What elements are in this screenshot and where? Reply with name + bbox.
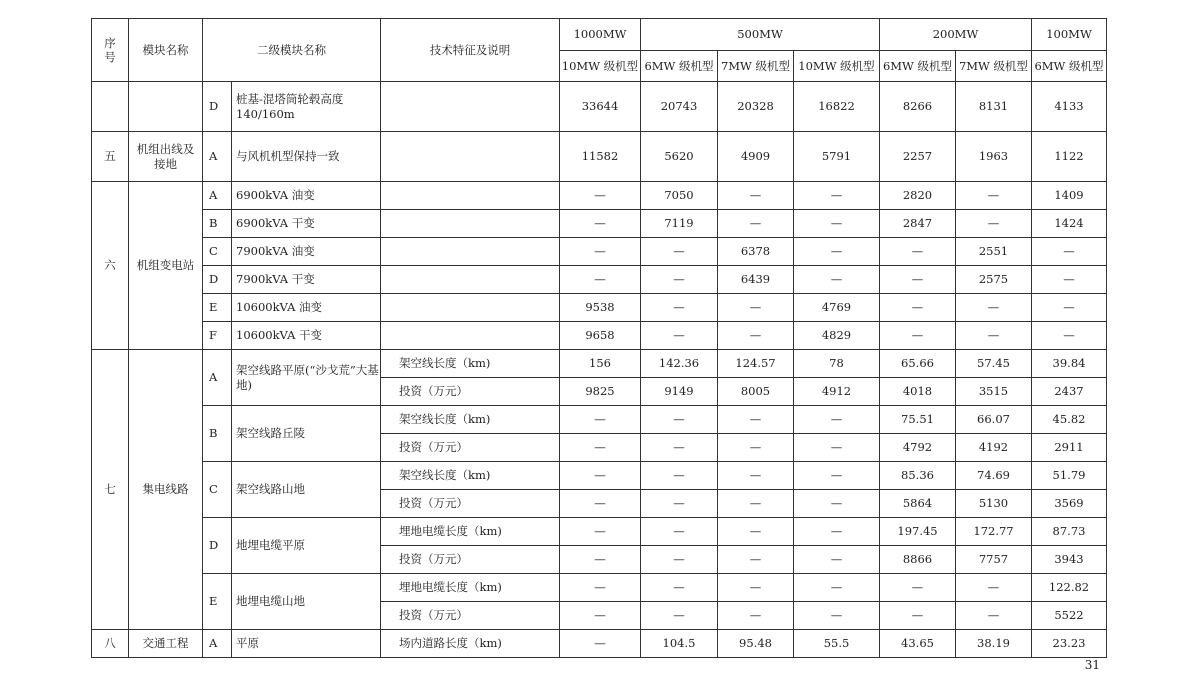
value-cell: —: [718, 210, 794, 238]
sub-name: 桩基-混塔筒轮毂高度 140/160m: [232, 82, 381, 132]
table-row: [92, 350, 1107, 378]
header-module: 模块名称: [129, 19, 203, 82]
sub-name: 6900kVA 干变: [232, 210, 381, 238]
value-cell: 5620: [641, 132, 718, 182]
sub-name: 架空线路平原(“沙戈荒”大基地): [232, 350, 381, 406]
value-cell: —: [560, 574, 641, 602]
value-cell: 20328: [718, 82, 794, 132]
value-cell: 4792: [880, 434, 956, 462]
value-cell: 2575: [956, 266, 1032, 294]
sub-letter: E: [203, 294, 232, 322]
value-cell: 20743: [641, 82, 718, 132]
value-cell: 4829: [794, 322, 880, 350]
page-number: 31: [1084, 658, 1100, 672]
value-cell: 85.36: [880, 462, 956, 490]
tech-detail: 埋地电缆长度（km): [381, 574, 560, 602]
value-cell: 3943: [1032, 546, 1107, 574]
value-cell: 2551: [956, 238, 1032, 266]
value-cell: —: [560, 490, 641, 518]
value-cell: 156: [560, 350, 641, 378]
header-model: 6MW 级机型: [1032, 51, 1107, 82]
tech-cell: [381, 210, 560, 238]
value-cell: —: [794, 546, 880, 574]
value-cell: —: [1032, 266, 1107, 294]
value-cell: —: [794, 518, 880, 546]
value-cell: —: [880, 322, 956, 350]
value-cell: —: [560, 462, 641, 490]
header-tech: 技术特征及说明: [381, 19, 560, 82]
module-cell: 机组出线及接地: [129, 132, 203, 182]
value-cell: —: [794, 238, 880, 266]
value-cell: —: [880, 266, 956, 294]
sub-name: 架空线路丘陵: [232, 406, 381, 462]
header-sub-module: 二级模块名称: [203, 19, 381, 82]
value-cell: 1963: [956, 132, 1032, 182]
header-model: 6MW 级机型: [641, 51, 718, 82]
value-cell: 95.48: [718, 630, 794, 658]
value-cell: 5864: [880, 490, 956, 518]
sub-letter: D: [203, 82, 232, 132]
table-row: [92, 238, 1107, 266]
value-cell: —: [560, 182, 641, 210]
value-cell: —: [641, 602, 718, 630]
value-cell: 78: [794, 350, 880, 378]
value-cell: —: [560, 602, 641, 630]
value-cell: 7757: [956, 546, 1032, 574]
table-row: [92, 132, 1107, 182]
sub-letter: D: [203, 266, 232, 294]
sub-letter: C: [203, 462, 232, 518]
value-cell: 5522: [1032, 602, 1107, 630]
value-cell: —: [880, 574, 956, 602]
value-cell: 2847: [880, 210, 956, 238]
value-cell: 2911: [1032, 434, 1107, 462]
value-cell: 1122: [1032, 132, 1107, 182]
value-cell: —: [794, 490, 880, 518]
value-cell: 11582: [560, 132, 641, 182]
sub-name: 平原: [232, 630, 381, 658]
value-cell: 7050: [641, 182, 718, 210]
sub-letter: A: [203, 630, 232, 658]
tech-detail: 投资（万元）: [381, 546, 560, 574]
seq-cell: 七: [92, 350, 129, 630]
value-cell: —: [718, 322, 794, 350]
value-cell: —: [560, 238, 641, 266]
value-cell: —: [718, 462, 794, 490]
value-cell: 122.82: [1032, 574, 1107, 602]
tech-detail: 投资（万元）: [381, 602, 560, 630]
value-cell: —: [718, 434, 794, 462]
value-cell: —: [794, 210, 880, 238]
value-cell: —: [718, 602, 794, 630]
value-cell: —: [560, 434, 641, 462]
value-cell: —: [641, 238, 718, 266]
value-cell: 2437: [1032, 378, 1107, 406]
header-group: 1000MW: [560, 19, 641, 51]
value-cell: 4192: [956, 434, 1032, 462]
tech-cell: [381, 294, 560, 322]
value-cell: 7119: [641, 210, 718, 238]
sub-letter: A: [203, 132, 232, 182]
tech-detail: 投资（万元）: [381, 378, 560, 406]
tech-detail: 架空线长度（km): [381, 462, 560, 490]
value-cell: 3569: [1032, 490, 1107, 518]
seq-cell: 五: [92, 132, 129, 182]
sub-letter: F: [203, 322, 232, 350]
value-cell: —: [794, 602, 880, 630]
value-cell: 45.82: [1032, 406, 1107, 434]
value-cell: —: [718, 406, 794, 434]
value-cell: —: [794, 182, 880, 210]
value-cell: 74.69: [956, 462, 1032, 490]
value-cell: —: [880, 602, 956, 630]
value-cell: —: [1032, 294, 1107, 322]
tech-detail: 架空线长度（km): [381, 406, 560, 434]
value-cell: 51.79: [1032, 462, 1107, 490]
value-cell: —: [1032, 238, 1107, 266]
value-cell: 6439: [718, 266, 794, 294]
value-cell: —: [1032, 322, 1107, 350]
sub-letter: A: [203, 350, 232, 406]
value-cell: 5130: [956, 490, 1032, 518]
value-cell: —: [880, 294, 956, 322]
table-row: [92, 462, 1107, 490]
value-cell: 33644: [560, 82, 641, 132]
value-cell: —: [794, 434, 880, 462]
sub-letter: C: [203, 238, 232, 266]
value-cell: 9658: [560, 322, 641, 350]
tech-cell: [381, 82, 560, 132]
value-cell: 9538: [560, 294, 641, 322]
tech-cell: [381, 182, 560, 210]
sub-letter: A: [203, 182, 232, 210]
value-cell: 124.57: [718, 350, 794, 378]
value-cell: —: [956, 322, 1032, 350]
value-cell: —: [794, 462, 880, 490]
value-cell: 23.23: [1032, 630, 1107, 658]
sub-name: 架空线路山地: [232, 462, 381, 518]
value-cell: 8266: [880, 82, 956, 132]
tech-cell: [381, 266, 560, 294]
sub-name: 6900kVA 油变: [232, 182, 381, 210]
value-cell: —: [956, 574, 1032, 602]
table-row: [92, 630, 1107, 658]
header-model: 7MW 级机型: [956, 51, 1032, 82]
table-row: [92, 406, 1107, 434]
value-cell: —: [641, 266, 718, 294]
value-cell: 172.77: [956, 518, 1032, 546]
value-cell: 8005: [718, 378, 794, 406]
value-cell: —: [794, 574, 880, 602]
value-cell: 1424: [1032, 210, 1107, 238]
value-cell: —: [641, 490, 718, 518]
value-cell: 6378: [718, 238, 794, 266]
module-cell: 机组变电站: [129, 182, 203, 350]
tech-cell: [381, 238, 560, 266]
value-cell: —: [560, 546, 641, 574]
value-cell: 197.45: [880, 518, 956, 546]
value-cell: —: [956, 182, 1032, 210]
value-cell: —: [641, 518, 718, 546]
module-cell: 交通工程: [129, 630, 203, 658]
data-table: [91, 18, 1107, 658]
value-cell: —: [560, 518, 641, 546]
header-model: 10MW 级机型: [794, 51, 880, 82]
table-header-row: [92, 19, 1107, 51]
value-cell: —: [560, 406, 641, 434]
value-cell: 4769: [794, 294, 880, 322]
header-model: 7MW 级机型: [718, 51, 794, 82]
value-cell: 2820: [880, 182, 956, 210]
header-seq: 序号: [92, 19, 129, 82]
sub-letter: E: [203, 574, 232, 630]
value-cell: —: [718, 294, 794, 322]
table-row: [92, 574, 1107, 602]
table-row: [92, 182, 1107, 210]
value-cell: —: [560, 210, 641, 238]
tech-cell: [381, 322, 560, 350]
value-cell: 9825: [560, 378, 641, 406]
sub-name: 地埋电缆平原: [232, 518, 381, 574]
sub-letter: B: [203, 210, 232, 238]
seq-cell: [92, 82, 129, 132]
value-cell: —: [794, 266, 880, 294]
sub-name: 7900kVA 油变: [232, 238, 381, 266]
value-cell: —: [560, 630, 641, 658]
tech-detail: 场内道路长度（km): [381, 630, 560, 658]
value-cell: 142.36: [641, 350, 718, 378]
table-row: [92, 266, 1107, 294]
value-cell: 8131: [956, 82, 1032, 132]
value-cell: 75.51: [880, 406, 956, 434]
value-cell: 65.66: [880, 350, 956, 378]
value-cell: 4018: [880, 378, 956, 406]
sub-letter: D: [203, 518, 232, 574]
seq-cell: 六: [92, 182, 129, 350]
table-row: [92, 82, 1107, 132]
value-cell: 9149: [641, 378, 718, 406]
tech-detail: 埋地电缆长度（km): [381, 518, 560, 546]
tech-cell: [381, 132, 560, 182]
value-cell: 4912: [794, 378, 880, 406]
header-group: 500MW: [641, 19, 880, 51]
value-cell: —: [718, 546, 794, 574]
value-cell: —: [880, 238, 956, 266]
tech-detail: 投资（万元）: [381, 434, 560, 462]
value-cell: —: [641, 434, 718, 462]
value-cell: 4133: [1032, 82, 1107, 132]
value-cell: 87.73: [1032, 518, 1107, 546]
value-cell: —: [641, 322, 718, 350]
table-row: [92, 322, 1107, 350]
value-cell: 39.84: [1032, 350, 1107, 378]
value-cell: —: [641, 462, 718, 490]
module-cell: [129, 82, 203, 132]
table-row: [92, 518, 1107, 546]
header-model: 10MW 级机型: [560, 51, 641, 82]
value-cell: 66.07: [956, 406, 1032, 434]
table-row: [92, 294, 1107, 322]
value-cell: —: [718, 182, 794, 210]
sub-letter: B: [203, 406, 232, 462]
tech-detail: 投资（万元）: [381, 490, 560, 518]
header-model: 6MW 级机型: [880, 51, 956, 82]
module-cell: 集电线路: [129, 350, 203, 630]
value-cell: —: [956, 602, 1032, 630]
value-cell: —: [956, 210, 1032, 238]
value-cell: —: [794, 406, 880, 434]
value-cell: 43.65: [880, 630, 956, 658]
value-cell: —: [641, 294, 718, 322]
sub-name: 10600kVA 干变: [232, 322, 381, 350]
table-row: [92, 210, 1107, 238]
value-cell: 1409: [1032, 182, 1107, 210]
value-cell: 38.19: [956, 630, 1032, 658]
value-cell: 2257: [880, 132, 956, 182]
value-cell: —: [718, 574, 794, 602]
value-cell: —: [641, 546, 718, 574]
header-group: 200MW: [880, 19, 1032, 51]
value-cell: 104.5: [641, 630, 718, 658]
value-cell: —: [641, 574, 718, 602]
seq-cell: 八: [92, 630, 129, 658]
value-cell: —: [641, 406, 718, 434]
tech-detail: 架空线长度（km): [381, 350, 560, 378]
sub-name: 10600kVA 油变: [232, 294, 381, 322]
value-cell: 8866: [880, 546, 956, 574]
sub-name: 与风机机型保持一致: [232, 132, 381, 182]
value-cell: 3515: [956, 378, 1032, 406]
sub-name: 地埋电缆山地: [232, 574, 381, 630]
value-cell: —: [956, 294, 1032, 322]
value-cell: 16822: [794, 82, 880, 132]
value-cell: 5791: [794, 132, 880, 182]
value-cell: 4909: [718, 132, 794, 182]
value-cell: 57.45: [956, 350, 1032, 378]
header-group: 100MW: [1032, 19, 1107, 51]
sub-name: 7900kVA 干变: [232, 266, 381, 294]
value-cell: —: [718, 518, 794, 546]
value-cell: —: [560, 266, 641, 294]
value-cell: 55.5: [794, 630, 880, 658]
value-cell: —: [718, 490, 794, 518]
